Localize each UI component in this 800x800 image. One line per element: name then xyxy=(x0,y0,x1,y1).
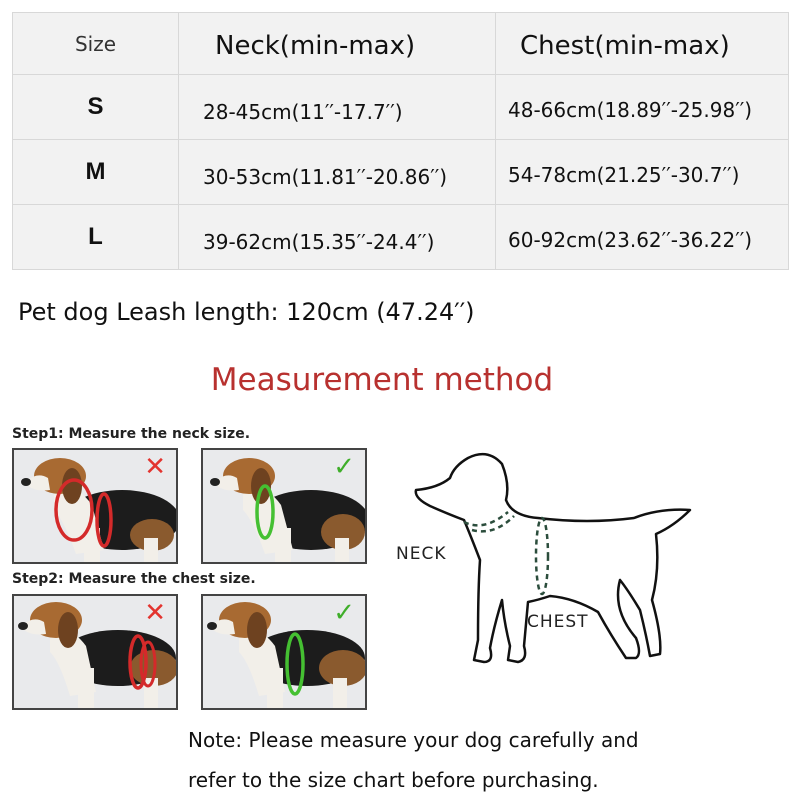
chest-cell: 60-92cm(23.62′′-36.22′′) xyxy=(496,205,789,270)
chest-wrong-photo xyxy=(12,594,178,710)
chest-cell: 48-66cm(18.89′′-25.98′′) xyxy=(496,75,789,140)
cross-mark-icon: ✕ xyxy=(144,598,166,628)
neck-cell: 28-45cm(11′′-17.7′′) xyxy=(179,75,496,140)
chest-right-photo xyxy=(201,594,367,710)
step1-label: Step1: Measure the neck size. xyxy=(12,426,251,442)
note-line-1: Note: Please measure your dog carefully and xyxy=(188,728,639,752)
neck-column-header: Neck(min-max) xyxy=(179,13,496,75)
neck-label: NECK xyxy=(396,544,447,564)
note-line-2: refer to the size chart before purchasing. xyxy=(188,768,599,792)
check-mark-icon: ✓ xyxy=(333,452,355,482)
size-cell: M xyxy=(13,140,179,205)
table-row xyxy=(13,205,789,270)
size-cell: S xyxy=(13,75,179,140)
table-row xyxy=(13,75,789,140)
neck-cell: 30-53cm(11.81′′-20.86′′) xyxy=(179,140,496,205)
size-chart-table xyxy=(12,12,789,270)
neck-cell: 39-62cm(15.35′′-24.4′′) xyxy=(179,205,496,270)
chest-column-header: Chest(min-max) xyxy=(496,13,789,75)
neck-wrong-photo xyxy=(12,448,178,564)
size-cell: L xyxy=(13,205,179,270)
leash-length-text: Pet dog Leash length: 120cm (47.24′′) xyxy=(18,298,475,326)
size-column-header: Size xyxy=(13,13,179,75)
neck-right-photo xyxy=(201,448,367,564)
step2-label: Step2: Measure the chest size. xyxy=(12,571,256,587)
check-mark-icon: ✓ xyxy=(333,598,355,628)
chest-cell: 54-78cm(21.25′′-30.7′′) xyxy=(496,140,789,205)
section-title: Measurement method xyxy=(210,362,554,398)
table-header-row xyxy=(13,13,789,75)
chest-label: CHEST xyxy=(527,612,589,632)
cross-mark-icon: ✕ xyxy=(144,452,166,482)
table-row xyxy=(13,140,789,205)
dog-outline-diagram xyxy=(398,440,698,700)
